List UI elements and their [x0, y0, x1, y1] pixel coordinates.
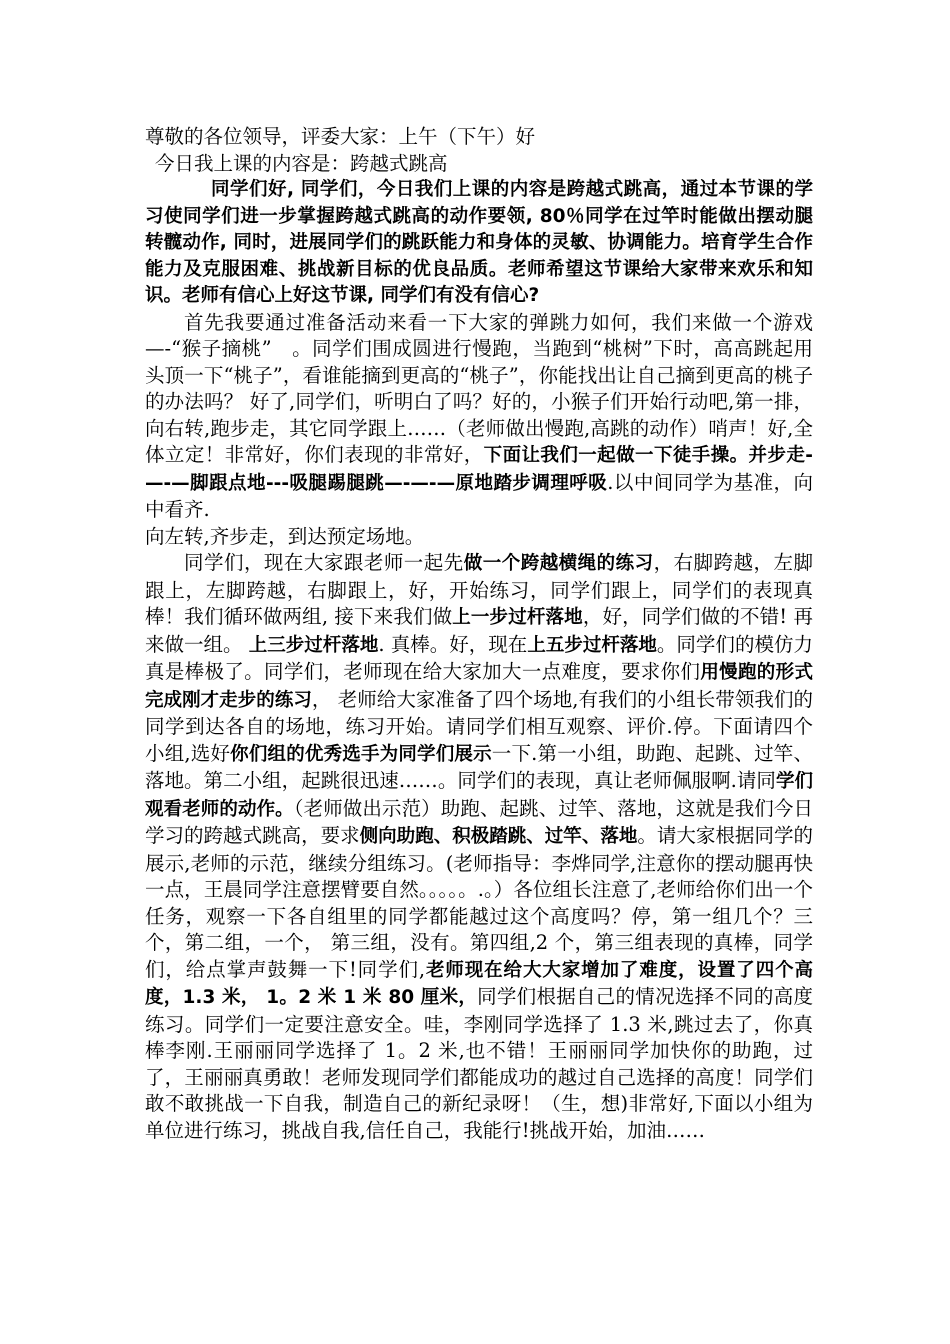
practice-paragraph — [145, 550, 813, 1144]
march-line: 向左转,齐步走，到达预定场地。 — [145, 524, 425, 548]
document-page — [145, 124, 813, 1144]
practice-text: ，好，同学们做的不错! 再来做一组。 — [145, 605, 813, 656]
practice-text: 一下.第一小组，助跑、起跳、过竿、落地。第二小组，起跳很迅速……。同学们的表现，真让老师佩服啊.请同 — [145, 741, 813, 792]
practice-bold: 老师现在给大大家增加了难度，设置了四个高度，1.3 米， 1。2 米 1 米 80 厘米， — [145, 959, 813, 1008]
practice-text: 同学们，现在大家跟老师一起先 — [184, 551, 464, 574]
practice-bold: 用慢跑的形式完成刚才走步的练习 — [145, 662, 813, 711]
practice-bold: 侧向助跑、积极踏跳、过竿、落地 — [359, 826, 638, 847]
practice-bold: 你们组的优秀选手为同学们展示 — [230, 743, 492, 765]
practice-bold: 上一步过杆落地 — [452, 607, 583, 628]
practice-text: . 真棒。好，现在 — [378, 632, 528, 656]
practice-text: 。同学们的模仿力真是棒极了。同学们，老师现在给大家加大一点难度，要求你们 — [145, 632, 813, 683]
practice-text: （老师做出示范）助跑、起跳、过竿、落地，这就是我们今日学习的跨越式跳高，要求 — [145, 796, 813, 847]
practice-bold: 上五步过杆落地 — [527, 634, 657, 656]
practice-text: ， 老师给大家准备了四个场地,有我们的小组长带领我们的同学到达各自的场地，练习开始。请同学们相互观察、评价.停。下面请四个小组,选好 — [145, 687, 813, 765]
warmup-text-1: 首先我要通过准备活动来看一下大家的弹跳力如何，我们来做一个游戏—-“猴子摘桃” 。同学们围成圆进行慢跑，当跑到“桃树”下时，高高跳起用头顶一下“桃子”，看谁能摘到更高的“桃子”，你能找出让自己摘到更高的桃子的办法吗？ 好了,同学们，听明白了吗？好的，小猴子们开始行动吧,第一排，向右转,跑步走，其它同学跟上……（老师做出慢跑,高跳的动作）哨声！好,全体立定！非常好，你们表现的非常好， — [145, 310, 813, 466]
warmup-text-2: .以中间同学为基准，向中看齐. — [145, 470, 813, 521]
practice-bold: 做一个跨越横绳的练习 — [463, 553, 654, 574]
content-line: 今日我上课的内容是：跨越式跳高 — [155, 151, 448, 175]
intro-paragraph: 同学们好, 同学们，今日我们上课的内容是跨越式跳高，通过本节课的学习使同学们进一步掌握跨越式跳高的动作要领, 80％同学在过竿时能做出摆动腿转髋动作, 同时，进展同学们的跳跃能力和身体的灵敏、协调能力。培育学生合作能力及克服困难、挑战新目标的优良品质。老师希望这节课给大家带来欢乐和知识。老师有信心上好这节课, 同学们有没有信心? — [145, 179, 813, 306]
practice-bold: 上三步过杆落地 — [248, 634, 379, 656]
practice-bold: 学们观看老师的动作。 — [145, 771, 813, 820]
warmup-bold-1: 下面让我们一起做一下徒手操。并步走-—-—脚跟点地---吸腿踢腿跳—-—-—原地踏步调理呼吸 — [145, 445, 813, 494]
greeting-line: 尊敬的各位领导，评委大家：上午（下午）好 — [145, 125, 536, 148]
practice-text: 同学们根据自己的情况选择不同的高度练习。同学们一定要注意安全。哇，李刚同学选择了 1.3 米,跳过去了，你真棒李刚.王丽丽同学选择了 1。2 米,也不错！王丽丽同学加快你的助跑，过了，王丽丽真勇敢！老师发现同学们都能成功的越过自己选择的高度！同学们敢不敢挑战一下自我，制造自己的新纪录呀！（生，想)非常好,下面以小组为单位进行练习，挑战自我,信任自己，我能行!挑战开始，加油…… — [145, 985, 813, 1142]
practice-text: ，右脚跨越，左脚跟上，左脚跨越，右脚跟上，好，开始练习，同学们跟上，同学们的表现真棒！我们循环做两组, 接下来我们做 — [145, 551, 813, 628]
warmup-paragraph — [145, 310, 813, 524]
practice-text: 。请大家根据同学的展示,老师的示范，继续分组练习。(老师指导：李烨同学,注意你的摆动腿再快一点，王晨同学注意摆臂要自然。。。。。.。）各位组长注意了,老师给你们出一个任务，观察一下各自组里的同学都能越过这个高度吗？停，第一组几个？三个，第二组，一个， 第三组，没有。第四组,2 个，第三组表现的真棒，同学们，给点掌声鼓舞一下!同学们, — [145, 824, 813, 981]
